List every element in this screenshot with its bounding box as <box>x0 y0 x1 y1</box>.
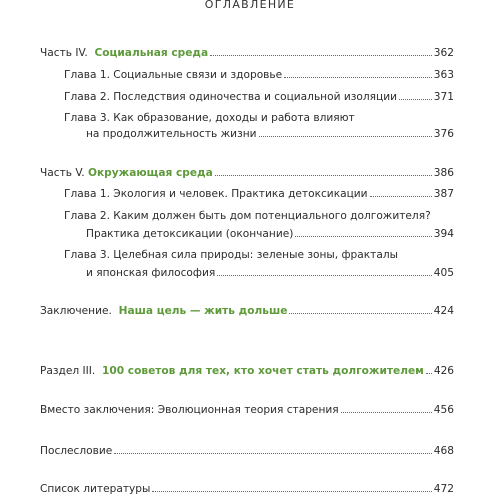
part-5-page: 386 <box>433 167 454 179</box>
dot-leader <box>215 175 432 176</box>
part-5-title: Окружающая среда <box>87 167 213 179</box>
toc-entry-section-3[interactable] <box>0 363 500 379</box>
toc-entry-part-5[interactable] <box>0 165 500 181</box>
section-3-title: 100 советов для тех, кто хочет стать долгожителем <box>102 365 424 377</box>
toc-entry-instead-conclusion[interactable] <box>0 402 500 418</box>
toc-heading: ОГЛАВЛЕНИЕ <box>204 0 296 11</box>
entry-title: Вместо заключения: Эволюционная теория старения <box>40 404 339 416</box>
toc-entry-part-5-ch3-line1[interactable] <box>0 247 500 263</box>
toc-entry-part-5-ch2-line1[interactable] <box>0 208 500 224</box>
dot-leader <box>295 236 431 237</box>
chapter-page: 405 <box>433 267 454 279</box>
chapter-page: 394 <box>433 228 454 240</box>
chapter-title-line1: Глава 2. Каким должен быть дом потенциального долгожителя? <box>64 210 431 222</box>
entry-page: 456 <box>433 404 454 416</box>
entry-page: 472 <box>433 483 454 495</box>
chapter-title-line2: на продолжительность жизни <box>86 128 257 140</box>
chapter-title-line1: Глава 3. Как образование, доходы и работа влияют <box>64 112 355 124</box>
toc-entry-references[interactable] <box>0 481 500 497</box>
conclusion-page: 424 <box>433 305 454 317</box>
chapter-title-line2: и японская философия <box>86 267 216 279</box>
toc-entry-part-5-ch2-line2[interactable] <box>0 226 500 242</box>
dot-leader <box>426 373 432 374</box>
part-4-prefix: Часть IV. <box>40 47 88 59</box>
conclusion-prefix: Заключение. <box>40 305 112 317</box>
part-5-prefix: Часть V. <box>40 167 85 179</box>
dot-leader <box>259 136 432 137</box>
toc-entry-part-4-ch2[interactable] <box>0 89 500 105</box>
chapter-page: 371 <box>433 91 454 103</box>
dot-leader <box>399 99 432 100</box>
dot-leader <box>152 491 431 492</box>
chapter-title: Глава 1. Экология и человек. Практика детоксикации <box>64 188 368 200</box>
section-3-prefix: Раздел III. <box>40 365 96 377</box>
section-3-page: 426 <box>433 365 455 377</box>
dot-leader <box>370 196 432 197</box>
dot-leader <box>217 275 432 276</box>
toc-entry-conclusion[interactable] <box>0 303 500 319</box>
toc-entry-part-4-ch3-line2[interactable] <box>0 126 500 142</box>
chapter-title: Глава 2. Последствия одиночества и социальной изоляции <box>64 91 397 103</box>
chapter-page: 363 <box>433 69 454 81</box>
chapter-page: 387 <box>433 188 454 200</box>
chapter-page: 376 <box>433 128 454 140</box>
part-4-page: 362 <box>433 47 454 59</box>
toc-entry-part-4-ch3-line1[interactable] <box>0 110 500 126</box>
chapter-title: Глава 1. Социальные связи и здоровье <box>64 69 283 81</box>
entry-title: Послесловие <box>40 445 113 457</box>
entry-title: Список литературы <box>40 483 151 495</box>
toc-entry-part-5-ch3-line2[interactable] <box>0 265 500 281</box>
toc-entry-part-4[interactable] <box>0 45 500 61</box>
toc-entry-part-4-ch1[interactable] <box>0 67 500 83</box>
dot-leader <box>210 55 432 56</box>
entry-page: 468 <box>433 445 454 457</box>
toc-entry-part-5-ch1[interactable] <box>0 186 500 202</box>
chapter-title-line1: Глава 3. Целебная сила природы: зеленые зоны, фракталы <box>64 249 398 261</box>
part-4-title: Социальная среда <box>94 47 209 59</box>
dot-leader <box>341 412 432 413</box>
dot-leader <box>289 313 431 314</box>
dot-leader <box>114 453 431 454</box>
chapter-title-line2: Практика детоксикации (окончание) <box>86 228 294 240</box>
conclusion-title: Наша цель — жить дольше <box>118 305 288 317</box>
dot-leader <box>284 77 432 78</box>
toc-entry-afterword[interactable] <box>0 443 500 459</box>
